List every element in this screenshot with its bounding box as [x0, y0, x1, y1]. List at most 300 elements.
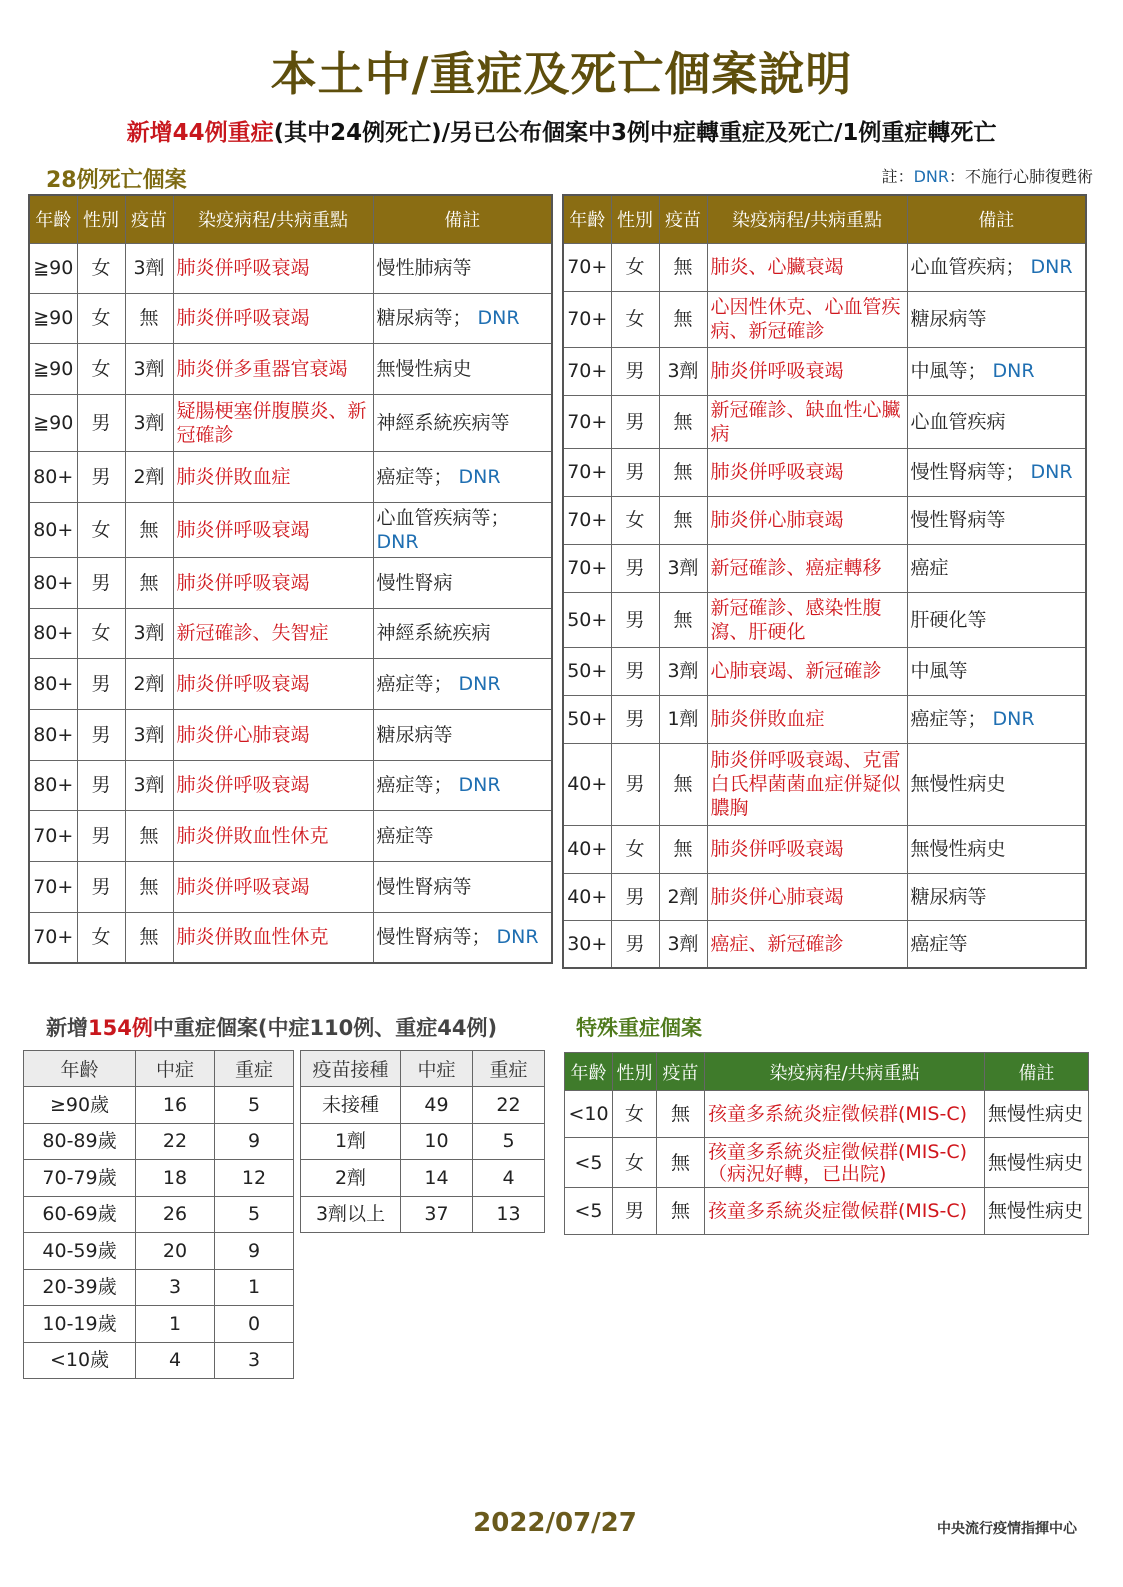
count-cell: 10	[401, 1123, 473, 1160]
sex-cell: 男	[611, 743, 659, 825]
note-text: 無慢性病史	[910, 773, 1006, 795]
table-row	[563, 291, 1086, 347]
vaccine-cell: 3劑	[659, 647, 707, 695]
note-text: 糖尿病等	[376, 723, 453, 746]
age-cell: 40+	[563, 873, 611, 920]
vaccine-cell: 無	[659, 592, 707, 647]
age-stat-table	[23, 1050, 294, 1379]
age-cell: <5	[565, 1188, 613, 1235]
note-cell	[907, 873, 1086, 920]
vaccine-stat-table	[300, 1050, 545, 1233]
course-cell: 肺炎併呼吸衰竭	[173, 243, 373, 293]
note-text: 癌症等；	[910, 708, 987, 730]
sex-cell: 女	[77, 293, 125, 343]
table-row	[24, 1160, 294, 1197]
count-cell: 5	[473, 1123, 545, 1160]
table-row	[24, 1196, 294, 1233]
count-cell: 18	[136, 1160, 215, 1197]
age-cell: 80+	[29, 451, 77, 502]
age-cell: 80+	[29, 502, 77, 557]
dnr-tag: DNR	[452, 774, 501, 796]
age-cell: 70+	[563, 448, 611, 496]
age-cell: 70+	[563, 395, 611, 448]
category-cell: 80-89歲	[24, 1123, 136, 1160]
age-cell: 70+	[563, 291, 611, 347]
sex-cell: 女	[611, 291, 659, 347]
count-cell: 9	[215, 1123, 294, 1160]
note-text: 慢性腎病等；	[376, 926, 491, 949]
course-cell: 肺炎併呼吸衰竭	[707, 448, 907, 496]
count-cell: 1	[136, 1306, 215, 1343]
dnr-tag: DNR	[471, 307, 520, 329]
column-header: 染疫病程/共病重點	[705, 1053, 985, 1091]
course-cell: 肺炎併呼吸衰竭	[707, 347, 907, 395]
vaccine-cell: 無	[657, 1138, 705, 1188]
age-cell: 80+	[29, 608, 77, 658]
count-cell: 3	[136, 1269, 215, 1306]
count-cell: 3	[215, 1342, 294, 1379]
course-cell: 新冠確診、缺血性心臟病	[707, 395, 907, 448]
table-row	[565, 1138, 1089, 1188]
course-cell: 肺炎併心肺衰竭	[707, 496, 907, 544]
column-header: 年齡	[563, 195, 611, 243]
death-table-header	[563, 195, 1086, 243]
note-cell	[907, 743, 1086, 825]
sex-cell: 女	[613, 1091, 657, 1138]
sex-cell: 女	[77, 243, 125, 293]
column-header: 年齡	[24, 1051, 136, 1087]
note-text: 心血管疾病	[910, 410, 1006, 433]
note-text: 中風等	[910, 660, 968, 682]
table-row	[29, 760, 552, 810]
sex-cell: 男	[77, 557, 125, 608]
table-row	[24, 1123, 294, 1160]
note-cell	[373, 394, 552, 451]
dnr-note	[882, 164, 1093, 187]
table-row	[29, 394, 552, 451]
table-row	[29, 658, 552, 709]
table-row	[563, 243, 1086, 291]
column-header: 中症	[401, 1051, 473, 1087]
table-row	[563, 448, 1086, 496]
note-cell: 無慢性病史	[985, 1188, 1089, 1235]
note-cell	[373, 709, 552, 760]
age-cell: 70+	[563, 243, 611, 291]
course-cell: 新冠確診、感染性腹瀉、肝硬化	[707, 592, 907, 647]
table-row	[24, 1233, 294, 1270]
table-row	[29, 810, 552, 861]
dnr-tag: DNR	[376, 530, 419, 553]
column-header: 疫苗	[125, 195, 173, 243]
age-cell: 70+	[29, 810, 77, 861]
count-cell: 22	[136, 1123, 215, 1160]
course-cell: 肺炎併心肺衰竭	[173, 709, 373, 760]
death-table-header	[29, 195, 552, 243]
age-cell: 80+	[29, 557, 77, 608]
vaccine-cell: 3劑	[659, 544, 707, 592]
sex-cell: 男	[77, 451, 125, 502]
count-cell: 37	[401, 1196, 473, 1233]
subtitle-rest: (其中24例死亡)/另已公布個案中3例中症轉重症及死亡/1例重症轉死亡	[273, 120, 997, 146]
age-cell: ≧90	[29, 243, 77, 293]
table-row	[29, 861, 552, 912]
note-cell	[907, 695, 1086, 743]
note-cell	[907, 496, 1086, 544]
death-table-right	[562, 194, 1087, 969]
note-cell	[907, 544, 1086, 592]
course-cell: 肺炎併呼吸衰竭、克雷白氏桿菌菌血症併疑似膿胸	[707, 743, 907, 825]
dnr-tag: DNR	[452, 465, 501, 488]
age-cell: 70+	[563, 347, 611, 395]
note-suffix: ：不施行心肺復甦術	[948, 167, 1093, 186]
note-cell	[907, 448, 1086, 496]
age-cell: ≧90	[29, 293, 77, 343]
table-row	[563, 695, 1086, 743]
sex-cell: 男	[613, 1188, 657, 1235]
vaccine-cell: 無	[659, 291, 707, 347]
vaccine-cell: 無	[657, 1091, 705, 1138]
footer-org: 中央流行疫情指揮中心	[937, 1521, 1077, 1537]
note-cell	[373, 760, 552, 810]
vaccine-cell: 無	[659, 243, 707, 291]
sex-cell: 男	[611, 544, 659, 592]
table-row	[24, 1342, 294, 1379]
note-cell	[373, 502, 552, 557]
table-row	[563, 743, 1086, 825]
dnr-tag: DNR	[452, 672, 501, 695]
sex-cell: 男	[77, 861, 125, 912]
age-cell: 50+	[563, 592, 611, 647]
count-cell: 13	[473, 1196, 545, 1233]
course-cell: 癌症、新冠確診	[707, 920, 907, 968]
category-cell: 10-19歲	[24, 1306, 136, 1343]
vaccine-cell: 2劑	[659, 873, 707, 920]
table-row	[565, 1188, 1089, 1235]
vaccine-cell: 1劑	[659, 695, 707, 743]
column-header: 重症	[215, 1051, 294, 1087]
course-cell: 孩童多系統炎症徵候群(MIS-C)（病況好轉，已出院)	[705, 1138, 985, 1188]
category-cell: 60-69歲	[24, 1196, 136, 1233]
table-row	[563, 873, 1086, 920]
course-cell: 肺炎併多重器官衰竭	[173, 343, 373, 394]
vaccine-cell: 無	[125, 502, 173, 557]
course-cell: 肺炎併呼吸衰竭	[173, 557, 373, 608]
dnr-tag: DNR	[986, 360, 1035, 382]
table-row	[563, 647, 1086, 695]
age-cell: 50+	[563, 695, 611, 743]
note-text: 癌症等	[376, 824, 434, 847]
count-cell: 1	[215, 1269, 294, 1306]
table-row	[29, 608, 552, 658]
mid-label-suffix: 中重症個案(中症110例、重症44例)	[152, 1016, 498, 1040]
sex-cell: 男	[611, 592, 659, 647]
sex-cell: 男	[611, 920, 659, 968]
course-cell: 肺炎、心臟衰竭	[707, 243, 907, 291]
vaccine-cell: 2劑	[125, 451, 173, 502]
table-row	[563, 544, 1086, 592]
note-cell	[373, 293, 552, 343]
special-severe-table	[564, 1052, 1089, 1235]
course-cell: 孩童多系統炎症徵候群(MIS-C)	[705, 1188, 985, 1235]
course-cell: 肺炎併敗血症	[173, 451, 373, 502]
death-table-left	[28, 194, 553, 964]
count-cell: 12	[215, 1160, 294, 1197]
page-subtitle	[0, 114, 1123, 147]
course-cell: 肺炎併呼吸衰竭	[173, 293, 373, 343]
table-row	[301, 1196, 545, 1233]
sex-cell: 女	[77, 608, 125, 658]
sex-cell: 女	[613, 1138, 657, 1188]
note-dnr: DNR	[913, 167, 949, 186]
course-cell: 孩童多系統炎症徵候群(MIS-C)	[705, 1091, 985, 1138]
mid-label-count: 154例	[88, 1016, 153, 1040]
dnr-tag: DNR	[1024, 256, 1073, 278]
course-cell: 肺炎併敗血性休克	[173, 912, 373, 963]
column-header: 性別	[77, 195, 125, 243]
table-row	[24, 1306, 294, 1343]
note-text: 癌症等；	[376, 774, 453, 796]
vaccine-cell: 無	[659, 496, 707, 544]
age-cell: 50+	[563, 647, 611, 695]
vaccine-cell: 無	[659, 825, 707, 873]
sex-cell: 女	[611, 825, 659, 873]
death-section-label: 28例死亡個案	[46, 168, 187, 193]
course-cell: 肺炎併敗血症	[707, 695, 907, 743]
table-row	[563, 920, 1086, 968]
column-header: 疫苗	[657, 1053, 705, 1091]
vaccine-cell: 無	[659, 448, 707, 496]
mid-severe-label	[46, 1012, 497, 1042]
count-cell: 14	[401, 1160, 473, 1197]
vaccine-cell: 無	[125, 861, 173, 912]
note-cell	[373, 557, 552, 608]
table-row	[301, 1160, 545, 1197]
subtitle-highlight: 新增44例重症	[126, 120, 274, 146]
column-header: 重症	[473, 1051, 545, 1087]
column-header: 性別	[613, 1053, 657, 1091]
note-cell	[373, 243, 552, 293]
count-cell: 26	[136, 1196, 215, 1233]
vaccine-cell: 無	[125, 810, 173, 861]
column-header: 染疫病程/共病重點	[173, 195, 373, 243]
table-row	[29, 243, 552, 293]
sex-cell: 男	[611, 873, 659, 920]
sex-cell: 男	[77, 709, 125, 760]
course-cell: 肺炎併呼吸衰竭	[173, 760, 373, 810]
sex-cell: 男	[611, 395, 659, 448]
note-cell	[907, 647, 1086, 695]
dnr-tag: DNR	[986, 708, 1035, 730]
sex-cell: 女	[611, 243, 659, 291]
table-row	[29, 709, 552, 760]
age-cell: ≧90	[29, 394, 77, 451]
category-cell: <10歲	[24, 1342, 136, 1379]
vaccine-cell: 3劑	[125, 394, 173, 451]
note-text: 慢性腎病等	[376, 875, 472, 898]
table-row	[563, 592, 1086, 647]
note-cell: 無慢性病史	[985, 1138, 1089, 1188]
table-row	[563, 825, 1086, 873]
column-header: 疫苗接種	[301, 1051, 401, 1087]
page-title: 本土中/重症及死亡個案說明	[270, 47, 853, 101]
course-cell: 心肺衰竭、新冠確診	[707, 647, 907, 695]
count-cell: 22	[473, 1087, 545, 1124]
sex-cell: 男	[611, 448, 659, 496]
note-cell	[907, 347, 1086, 395]
column-header: 備註	[373, 195, 552, 243]
age-cell: 70+	[563, 496, 611, 544]
table-row	[563, 395, 1086, 448]
age-cell: 30+	[563, 920, 611, 968]
sex-cell: 女	[77, 343, 125, 394]
vaccine-cell: 無	[659, 395, 707, 448]
category-cell: 70-79歲	[24, 1160, 136, 1197]
age-cell: ≧90	[29, 343, 77, 394]
note-cell	[907, 825, 1086, 873]
note-cell	[907, 592, 1086, 647]
category-cell: 2劑	[301, 1160, 401, 1197]
vaccine-cell: 無	[125, 293, 173, 343]
vaccine-cell: 3劑	[125, 608, 173, 658]
note-cell	[373, 861, 552, 912]
table-row	[301, 1087, 545, 1124]
note-text: 糖尿病等	[910, 308, 987, 330]
note-text: 中風等；	[910, 360, 987, 382]
column-header: 染疫病程/共病重點	[707, 195, 907, 243]
vaccine-cell: 3劑	[125, 343, 173, 394]
note-text: 心血管疾病；	[910, 256, 1025, 278]
note-cell	[373, 343, 552, 394]
mid-label-prefix: 新增	[46, 1016, 88, 1040]
note-text: 無慢性病史	[910, 838, 1006, 860]
table-row	[565, 1091, 1089, 1138]
note-text: 神經系統疾病等	[376, 411, 510, 434]
note-prefix: 註：	[881, 167, 914, 186]
category-cell: 3劑以上	[301, 1196, 401, 1233]
age-cell: 80+	[29, 709, 77, 760]
table-row	[29, 912, 552, 963]
course-cell: 肺炎併呼吸衰竭	[173, 861, 373, 912]
note-cell	[373, 451, 552, 502]
vaccine-cell: 無	[125, 912, 173, 963]
count-cell: 16	[136, 1087, 215, 1124]
table-row	[24, 1269, 294, 1306]
note-text: 心血管疾病等；	[376, 506, 510, 529]
count-cell: 20	[136, 1233, 215, 1270]
table-row	[563, 347, 1086, 395]
sex-cell: 男	[77, 810, 125, 861]
course-cell: 肺炎併呼吸衰竭	[173, 502, 373, 557]
vaccine-cell: 2劑	[125, 658, 173, 709]
note-text: 無慢性病史	[376, 357, 472, 380]
column-header: 年齡	[29, 195, 77, 243]
column-header: 備註	[907, 195, 1086, 243]
course-cell: 肺炎併呼吸衰竭	[707, 825, 907, 873]
course-cell: 心因性休克、心血管疾病、新冠確診	[707, 291, 907, 347]
vaccine-cell: 3劑	[125, 243, 173, 293]
note-text: 慢性腎病	[376, 571, 453, 594]
course-cell: 肺炎併敗血性休克	[173, 810, 373, 861]
note-cell	[373, 608, 552, 658]
note-cell	[373, 658, 552, 709]
course-cell: 新冠確診、失智症	[173, 608, 373, 658]
count-cell: 9	[215, 1233, 294, 1270]
age-cell: 70+	[563, 544, 611, 592]
note-text: 糖尿病等；	[376, 307, 472, 329]
sex-cell: 女	[77, 912, 125, 963]
note-cell	[907, 920, 1086, 968]
course-cell: 新冠確診、癌症轉移	[707, 544, 907, 592]
sex-cell: 男	[77, 658, 125, 709]
table-row	[301, 1123, 545, 1160]
vaccine-cell: 3劑	[659, 920, 707, 968]
footer-date: 2022/07/27	[473, 1508, 637, 1538]
table-row	[29, 293, 552, 343]
sex-cell: 男	[611, 347, 659, 395]
note-cell: 無慢性病史	[985, 1091, 1089, 1138]
column-header: 性別	[611, 195, 659, 243]
age-cell: <5	[565, 1138, 613, 1188]
vaccine-cell: 3劑	[125, 709, 173, 760]
age-cell: 80+	[29, 760, 77, 810]
note-text: 肝硬化等	[910, 608, 987, 631]
category-cell: 1劑	[301, 1123, 401, 1160]
sex-cell: 男	[611, 647, 659, 695]
course-cell: 肺炎併呼吸衰竭	[173, 658, 373, 709]
sex-cell: 男	[77, 760, 125, 810]
column-header: 中症	[136, 1051, 215, 1087]
table-row	[29, 451, 552, 502]
category-cell: 40-59歲	[24, 1233, 136, 1270]
count-cell: 4	[136, 1342, 215, 1379]
sex-cell: 女	[77, 502, 125, 557]
table-row	[29, 502, 552, 557]
note-cell	[373, 810, 552, 861]
age-cell: 80+	[29, 658, 77, 709]
column-header: 年齡	[565, 1053, 613, 1091]
vaccine-cell: 3劑	[125, 760, 173, 810]
vaccine-cell: 無	[657, 1188, 705, 1235]
sex-cell: 女	[611, 496, 659, 544]
table-row	[563, 496, 1086, 544]
vaccine-cell: 無	[125, 557, 173, 608]
course-cell: 疑腸梗塞併腹膜炎、新冠確診	[173, 394, 373, 451]
note-text: 慢性肺病等	[376, 257, 472, 279]
age-cell: 70+	[29, 912, 77, 963]
table-row	[24, 1087, 294, 1124]
age-cell: <10	[565, 1091, 613, 1138]
column-header: 疫苗	[659, 195, 707, 243]
note-text: 癌症	[910, 557, 949, 579]
count-cell: 5	[215, 1087, 294, 1124]
table-row	[29, 557, 552, 608]
count-cell: 49	[401, 1087, 473, 1124]
dnr-tag: DNR	[1024, 461, 1073, 483]
note-cell	[907, 243, 1086, 291]
count-cell: 4	[473, 1160, 545, 1197]
dnr-tag: DNR	[490, 926, 539, 949]
note-text: 糖尿病等	[910, 885, 987, 908]
note-cell	[907, 291, 1086, 347]
note-cell	[373, 912, 552, 963]
note-cell	[907, 395, 1086, 448]
sex-cell: 男	[611, 695, 659, 743]
note-text: 癌症等；	[376, 465, 453, 488]
note-text: 慢性腎病等	[910, 509, 1006, 531]
course-cell: 肺炎併心肺衰竭	[707, 873, 907, 920]
vaccine-cell: 無	[659, 743, 707, 825]
age-cell: 40+	[563, 825, 611, 873]
